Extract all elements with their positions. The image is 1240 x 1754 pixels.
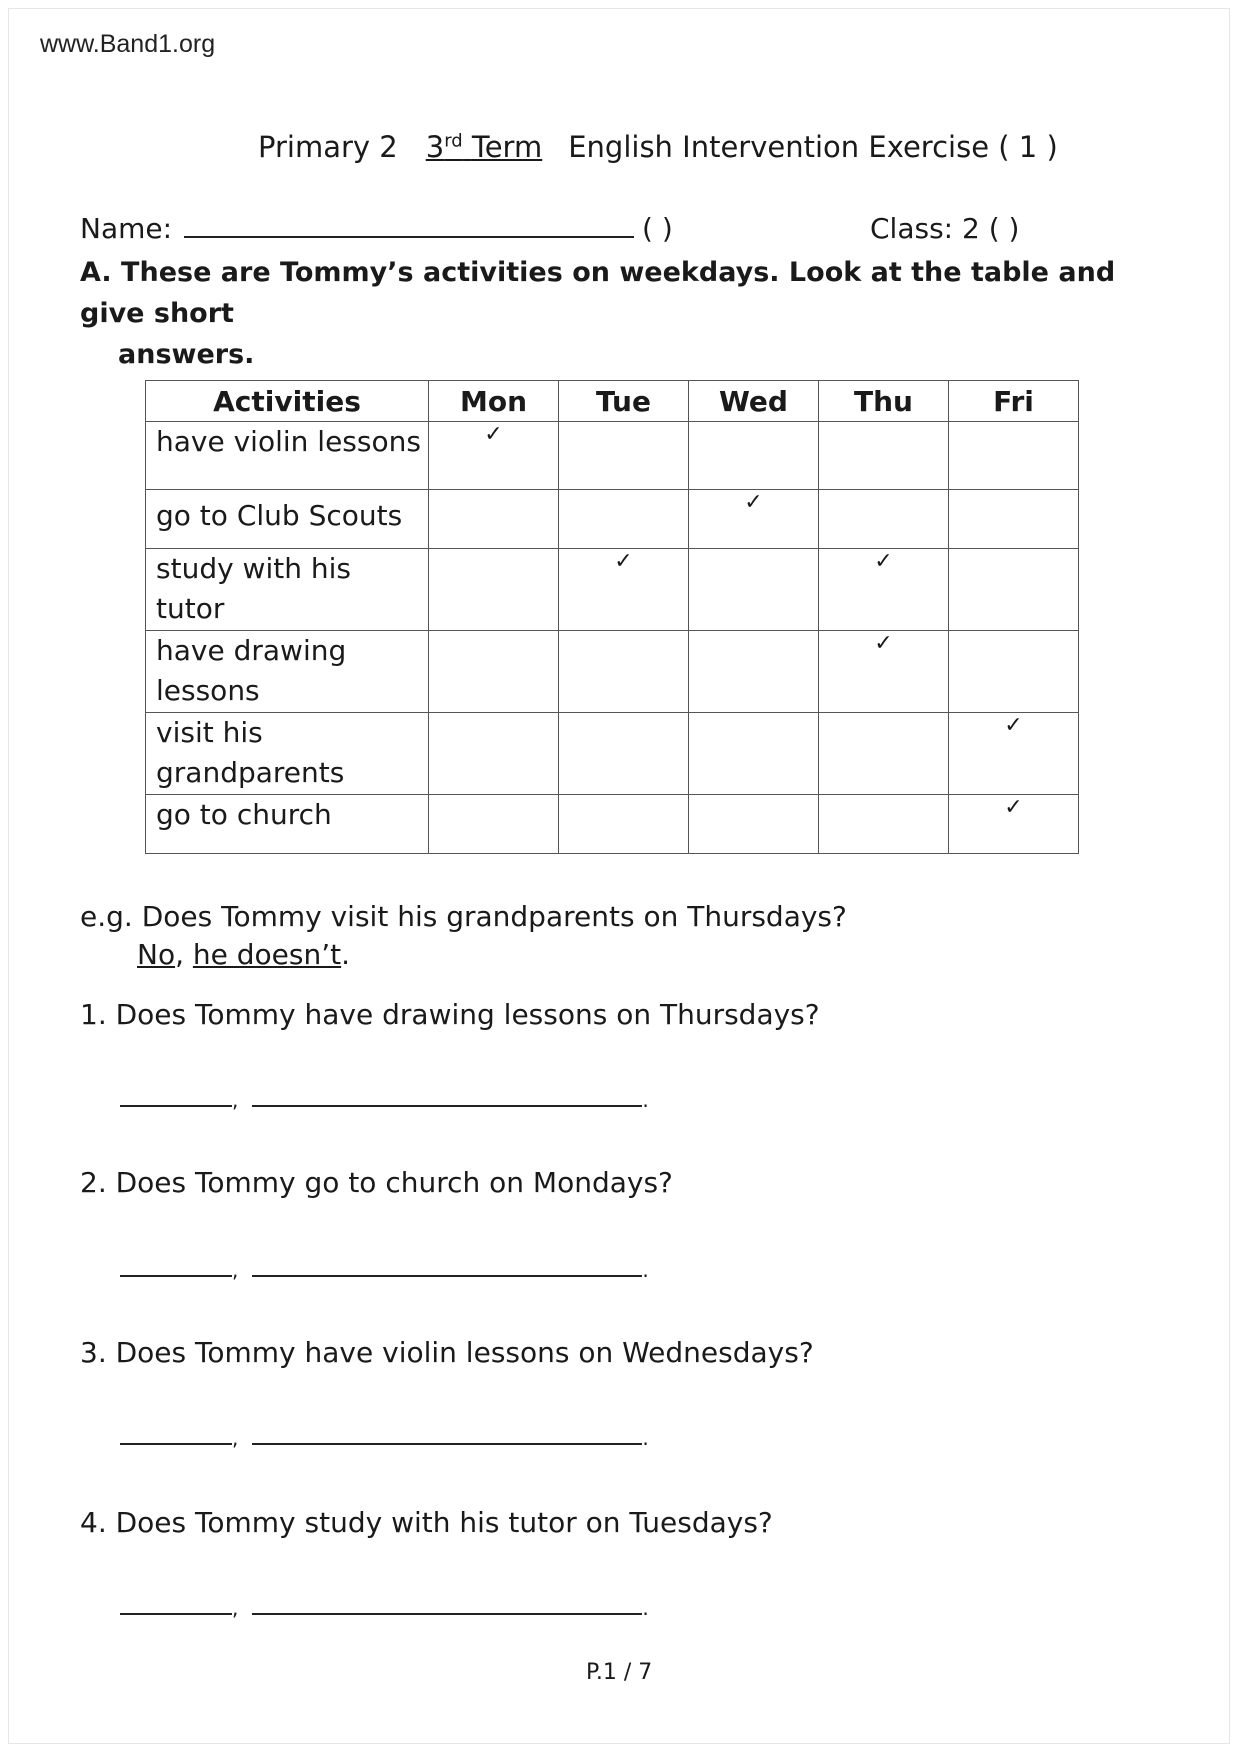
check-cell bbox=[949, 422, 1079, 490]
check-cell bbox=[429, 549, 559, 631]
check-cell bbox=[559, 631, 689, 713]
class-field[interactable]: Class: 2 ( ) bbox=[870, 212, 1020, 245]
check-cell bbox=[819, 713, 949, 795]
table-row bbox=[146, 795, 1079, 854]
check-cell: ✓ bbox=[819, 549, 949, 631]
table-row bbox=[146, 490, 1079, 549]
check-cell: ✓ bbox=[429, 422, 559, 490]
check-cell bbox=[429, 795, 559, 854]
check-cell bbox=[689, 422, 819, 490]
answer-blank-3[interactable]: , . bbox=[120, 1426, 649, 1450]
activity-label: have violin lessons bbox=[146, 422, 429, 490]
question-2: 2. Does Tommy go to church on Mondays? bbox=[80, 1166, 673, 1199]
check-cell bbox=[689, 549, 819, 631]
activity-label: study with his tutor bbox=[146, 549, 429, 631]
long-answer-line[interactable] bbox=[252, 1275, 642, 1277]
check-cell bbox=[429, 490, 559, 549]
check-cell bbox=[949, 490, 1079, 549]
short-answer-line[interactable] bbox=[120, 1443, 232, 1445]
check-cell bbox=[559, 490, 689, 549]
header-mon: Mon bbox=[429, 381, 559, 422]
name-row bbox=[80, 212, 1080, 245]
short-answer-line[interactable] bbox=[120, 1105, 232, 1107]
header-activities: Activities bbox=[146, 381, 429, 422]
instruction bbox=[80, 252, 1170, 375]
answer-blank-1[interactable]: , . bbox=[120, 1088, 649, 1112]
title-exercise: English Intervention Exercise ( 1 ) bbox=[568, 130, 1058, 164]
page-number: P.1 / 7 bbox=[586, 1660, 653, 1685]
activity-label: visit his grandparents bbox=[146, 713, 429, 795]
example-question: e.g. Does Tommy visit his grandparents on Thursdays? bbox=[80, 900, 847, 933]
title-term: 3rd Term bbox=[425, 130, 543, 164]
activity-label: have drawing lessons bbox=[146, 631, 429, 713]
question-4: 4. Does Tommy study with his tutor on Tuesdays? bbox=[80, 1506, 773, 1539]
worksheet-title bbox=[258, 130, 1058, 164]
check-cell: ✓ bbox=[689, 490, 819, 549]
header-thu: Thu bbox=[819, 381, 949, 422]
check-cell: ✓ bbox=[819, 631, 949, 713]
activity-label: go to church bbox=[146, 795, 429, 854]
instruction-line2: answers. bbox=[118, 339, 255, 370]
class-number-field[interactable]: ( ) bbox=[642, 212, 673, 245]
long-answer-line[interactable] bbox=[252, 1613, 642, 1615]
check-cell bbox=[559, 422, 689, 490]
instruction-line1: A. These are Tommy’s activities on weekdays. Look at the table and give short bbox=[80, 257, 1116, 329]
activity-table bbox=[145, 380, 1079, 854]
question-3: 3. Does Tommy have violin lessons on Wednesdays? bbox=[80, 1336, 814, 1369]
check-cell bbox=[429, 713, 559, 795]
table-row bbox=[146, 422, 1079, 490]
long-answer-line[interactable] bbox=[252, 1105, 642, 1107]
header-fri: Fri bbox=[949, 381, 1079, 422]
short-answer-line[interactable] bbox=[120, 1613, 232, 1615]
title-grade: Primary 2 bbox=[258, 130, 398, 164]
long-answer-line[interactable] bbox=[252, 1443, 642, 1445]
check-cell bbox=[819, 422, 949, 490]
check-cell bbox=[689, 631, 819, 713]
header-wed: Wed bbox=[689, 381, 819, 422]
activity-label: go to Club Scouts bbox=[146, 490, 429, 549]
check-cell: ✓ bbox=[949, 795, 1079, 854]
check-cell: ✓ bbox=[559, 549, 689, 631]
site-url: www.Band1.org bbox=[40, 30, 216, 58]
short-answer-line[interactable] bbox=[120, 1275, 232, 1277]
check-cell: ✓ bbox=[949, 713, 1079, 795]
check-cell bbox=[949, 549, 1079, 631]
example-answer: No, he doesn’t. bbox=[137, 938, 351, 971]
check-cell bbox=[429, 631, 559, 713]
check-cell bbox=[559, 795, 689, 854]
check-cell bbox=[689, 795, 819, 854]
name-label: Name: bbox=[80, 212, 173, 245]
answer-blank-2[interactable]: , . bbox=[120, 1258, 649, 1282]
name-field[interactable] bbox=[184, 214, 634, 238]
table-row bbox=[146, 713, 1079, 795]
header-tue: Tue bbox=[559, 381, 689, 422]
check-cell bbox=[819, 490, 949, 549]
check-cell bbox=[949, 631, 1079, 713]
table-row bbox=[146, 631, 1079, 713]
table-header-row bbox=[146, 381, 1079, 422]
check-cell bbox=[819, 795, 949, 854]
table-row bbox=[146, 549, 1079, 631]
check-cell bbox=[559, 713, 689, 795]
answer-blank-4[interactable]: , . bbox=[120, 1596, 649, 1620]
question-1: 1. Does Tommy have drawing lessons on Thursdays? bbox=[80, 998, 820, 1031]
check-cell bbox=[689, 713, 819, 795]
